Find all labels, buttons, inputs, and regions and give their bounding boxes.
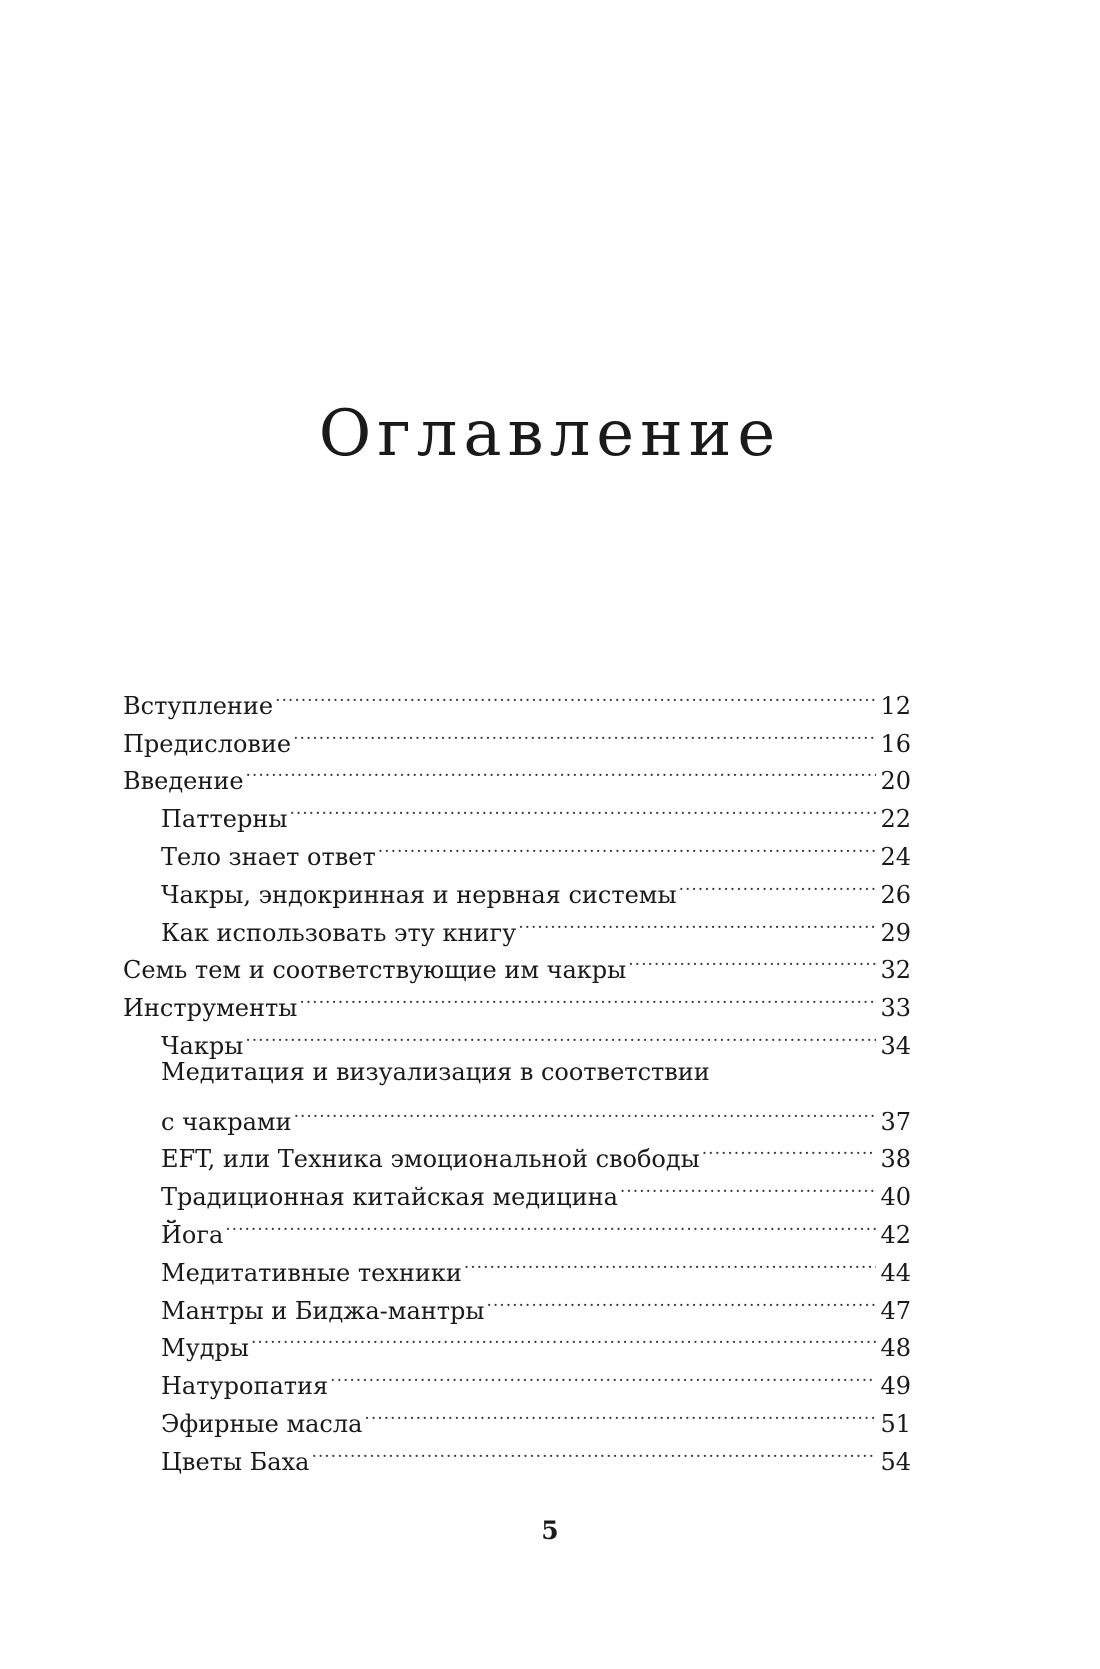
toc-entry-label: Натуропатия [161, 1372, 329, 1401]
toc-entry-page-number: 33 [880, 994, 911, 1023]
toc-entry-page-number: 37 [880, 1107, 911, 1136]
dot-leader [311, 1432, 876, 1470]
dot-leader [702, 1130, 877, 1168]
dot-leader [299, 978, 876, 1016]
toc-entry-label: Чакры [161, 1031, 244, 1060]
dot-leader [246, 752, 877, 790]
dot-leader [364, 1394, 876, 1432]
toc-entry-page-number: 29 [880, 918, 911, 947]
dot-leader [294, 1092, 877, 1130]
toc-entry-page-number: 48 [880, 1334, 911, 1363]
toc-entry-label: Введение [123, 767, 244, 796]
toc-entry-page-number: 42 [880, 1220, 911, 1249]
dot-leader [378, 827, 877, 865]
toc-entry-page-number: 38 [880, 1145, 911, 1174]
dot-leader [275, 676, 876, 714]
toc-entry-label: Предисловие [123, 729, 292, 758]
toc-entry-page-number: 40 [880, 1183, 911, 1212]
toc-entry-label: Паттерны [161, 805, 288, 834]
toc-entry [123, 1054, 911, 1092]
dot-leader [225, 1205, 876, 1243]
toc-entry-page-number: 34 [880, 1031, 911, 1060]
toc-entry-page-number: 54 [880, 1447, 911, 1476]
toc-entry-label: Традиционная китайская медицина [161, 1183, 618, 1212]
toc-entry-page-number: 16 [880, 729, 911, 758]
table-of-contents [123, 676, 911, 1476]
dot-leader [487, 1281, 877, 1319]
toc-entry-label: Йога [161, 1220, 224, 1249]
toc-entry-label: Мудры [161, 1334, 249, 1363]
toc-entry-label: с чакрами [161, 1107, 292, 1136]
dot-leader [245, 1016, 876, 1054]
toc-entry [123, 676, 911, 720]
dot-leader [251, 1319, 877, 1357]
toc-entry-label: EFT, или Техника эмоциональной свободы [161, 1145, 700, 1174]
toc-entry [123, 1205, 911, 1249]
dot-leader [293, 714, 876, 752]
toc-entry-page-number: 22 [880, 805, 911, 834]
toc-entry-label: Цветы Баха [161, 1447, 310, 1476]
toc-entry [123, 1092, 911, 1136]
toc-entry-page-number: 49 [880, 1372, 911, 1401]
toc-entry [123, 1243, 911, 1287]
toc-entry-page-number: 51 [880, 1409, 911, 1438]
dot-leader [620, 1167, 877, 1205]
toc-entry-label: Вступление [123, 691, 274, 720]
toc-entry-page-number: 24 [880, 842, 911, 871]
page-title: Оглавление [318, 397, 782, 471]
dot-leader [464, 1243, 877, 1281]
toc-entry-label: Эфирные масла [161, 1409, 363, 1438]
toc-entry-label: Инструменты [123, 994, 298, 1023]
dot-leader [628, 941, 876, 979]
toc-entry-page-number: 26 [880, 880, 911, 909]
toc-entry-label: Как использовать эту книгу [161, 918, 517, 947]
toc-entry-page-number: 12 [880, 691, 911, 720]
toc-entry-label: Мантры и Биджа-мантры [161, 1296, 485, 1325]
dot-leader [679, 865, 877, 903]
toc-entry-page-number: 47 [880, 1296, 911, 1325]
toc-entry-page-number: 44 [880, 1258, 911, 1287]
toc-entry-label: Тело знает ответ [161, 842, 376, 871]
page-number: 5 [541, 1516, 559, 1545]
toc-entry-page-number: 32 [880, 956, 911, 985]
toc-entry-label: Медитация и визуализация в соответствии [161, 1057, 710, 1086]
dot-leader [289, 789, 876, 827]
dot-leader [330, 1356, 876, 1394]
toc-entry-page-number: 20 [880, 767, 911, 796]
toc-entry-label: Медитативные техники [161, 1258, 462, 1287]
toc-entry-label: Чакры, эндокринная и нервная системы [161, 880, 677, 909]
dot-leader [518, 903, 876, 941]
toc-entry-label: Семь тем и соответствующие им чакры [123, 956, 627, 985]
